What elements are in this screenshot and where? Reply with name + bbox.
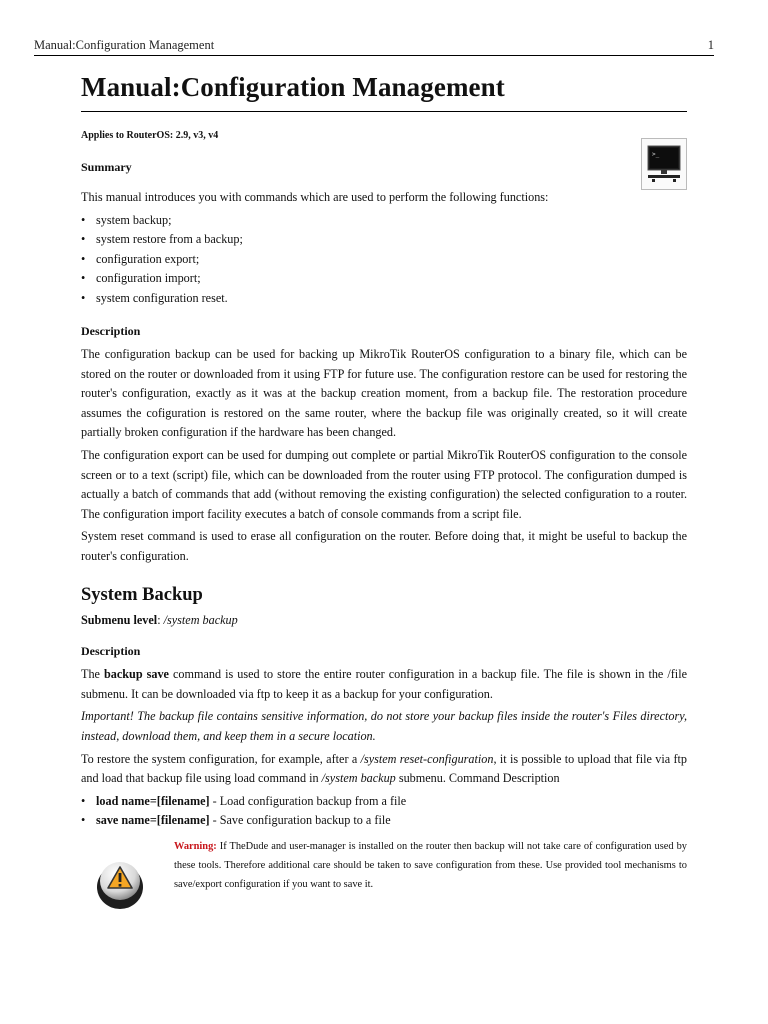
- submenu-label: Submenu level: [81, 612, 158, 627]
- command-description: - Save configuration backup to a file: [209, 813, 391, 828]
- command-description: - Load configuration backup from a file: [209, 793, 407, 808]
- list-item: • configuration import;: [81, 269, 687, 289]
- warning-box: [81, 837, 687, 895]
- warning-label: Warning:: [174, 840, 217, 852]
- terminal-monitor-icon: [641, 138, 687, 190]
- running-title: Manual:Configuration Management: [34, 38, 215, 52]
- svg-text:>_: >_: [652, 151, 660, 158]
- section-heading-system-backup: System Backup: [81, 584, 203, 605]
- summary-intro: This manual introduces you with commands which are used to perform the following functions:: [81, 190, 549, 204]
- reset-configuration-path: /system reset-configuration: [360, 751, 494, 766]
- submenu-value: /system backup: [163, 612, 238, 627]
- command-name: save name=[filename]: [96, 813, 210, 828]
- text-run: , it is possible to upload that file via ftp and load that backup file using load command in: [81, 751, 687, 786]
- system-backup-path: /system backup: [321, 771, 396, 786]
- list-item: • system restore from a backup;: [81, 230, 687, 250]
- running-header: [34, 38, 714, 56]
- warning-message: If TheDude and user-manager is installed on the router then backup will not take care of configuration used by these tools. Therefore additional care should be taken to save configuration from these. Use provided tool mechanisms to save/export configuration if you want to save it.: [174, 840, 687, 891]
- backup-save-command: backup save: [103, 667, 169, 682]
- description-paragraph: System reset command is used to erase all configuration on the router. Before doing that, it might be useful to backup the router's configuration.: [81, 529, 687, 564]
- list-item: • configuration export;: [81, 250, 687, 270]
- list-item: • system configuration reset.: [81, 289, 687, 309]
- list-item: • system backup;: [81, 211, 687, 231]
- text-run: command is used to store the entire router configuration in a backup file. The file is shown in the /file submenu. It can be downloaded via ftp to keep it as a backup for your configuration.: [81, 667, 687, 701]
- summary-heading: Summary: [81, 160, 132, 174]
- command-list: [81, 792, 687, 831]
- text-run: submenu. Command Description: [395, 771, 560, 786]
- submenu-separator: :: [157, 612, 164, 627]
- description-paragraph: The configuration export can be used for dumping out complete or partial MikroTik RouterOS configuration to the console screen or to a text (script) file, which can be downloaded from the router using FTP protocol. The configuration dumped is actually a batch of commands that add (without removing the existing configuration) the selected configuration to a router. The configuration import facility executes a batch of console commands from a script file.: [81, 448, 687, 521]
- text-run: To restore the system configuration, for example, after a: [81, 751, 361, 766]
- warning-text: [174, 837, 687, 895]
- command-item: [81, 811, 687, 831]
- applies-to: Applies to RouterOS: 2.9, v3, v4: [81, 130, 219, 141]
- submenu-level: [81, 611, 687, 631]
- description-heading: Description: [81, 324, 141, 339]
- text-run: The: [81, 667, 104, 682]
- page-body: [81, 72, 687, 894]
- warning-triangle-icon: [95, 857, 145, 911]
- backup-description-heading: Description: [81, 644, 141, 659]
- page-number: 1: [707, 38, 714, 52]
- page-title: Manual:Configuration Management: [81, 72, 687, 112]
- command-item: [81, 792, 687, 812]
- description-paragraph: The configuration backup can be used for backing up MikroTik RouterOS configuration to a binary file, which can be stored on the router or downloaded from it using FTP for future use. The configuration restore can be used for restoring the router's configuration, exactly as it was at the backup creation moment, from a backup file. The restoration procedure assumes the cofiguration is restored on the same router, where the backup file was originally created, so it will create partially broken configuration if the hardware has been changed.: [81, 347, 687, 440]
- command-name: load name=[filename]: [96, 793, 210, 808]
- important-note: Important! The backup file contains sensitive information, do not store your backup files inside the router's Files directory, instead, download them, and keep them in a secure location.: [81, 709, 687, 743]
- backup-description-paragraph: [81, 665, 687, 704]
- summary-list: [81, 211, 687, 309]
- restore-paragraph: [81, 750, 687, 789]
